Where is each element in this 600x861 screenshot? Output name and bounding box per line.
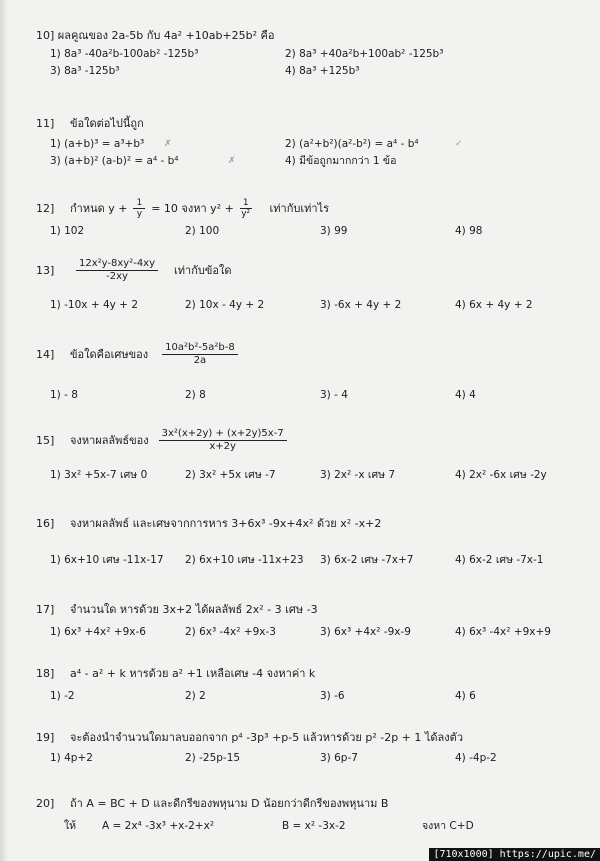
question-15 bbox=[36, 428, 586, 483]
question-number: 17] bbox=[36, 603, 55, 616]
cross-mark-icon: ✗ bbox=[228, 156, 236, 166]
question-number: 12] bbox=[36, 201, 55, 215]
option: 3) -6x + 4y + 2 bbox=[320, 299, 402, 311]
option: 2) 3x² +5x เศษ -7 bbox=[185, 469, 276, 481]
question-10 bbox=[36, 28, 586, 80]
question-13-options bbox=[50, 297, 586, 313]
option: 2) 2 bbox=[185, 690, 206, 702]
option: 4) 2x² -6x เศษ -2y bbox=[455, 469, 547, 481]
watermark: [710x1000] https://upic.me/ bbox=[429, 848, 600, 861]
option: 3) 8a³ -125b³ bbox=[50, 65, 120, 77]
question-17-options bbox=[50, 624, 586, 640]
question-19 bbox=[36, 730, 586, 766]
question-number: 18] bbox=[36, 667, 55, 680]
option: 3) 6p-7 bbox=[320, 752, 358, 764]
question-text: ข้อใดคือเศษของ bbox=[70, 347, 149, 361]
option: 1) -2 bbox=[50, 690, 75, 702]
option: 2) 8a³ +40a²b+100ab² -125b³ bbox=[285, 48, 444, 60]
question-14-options bbox=[50, 387, 586, 403]
question-text: เท่ากับเท่าไร bbox=[269, 201, 330, 215]
question-text: จงหาผลลัพธ์ของ bbox=[70, 433, 149, 447]
fraction: $\frac{\text{10a²b²-5a²b-8}}{2a}$ bbox=[162, 342, 238, 367]
question-number: 16] bbox=[36, 517, 55, 530]
option: 1) -10x + 4y + 2 bbox=[50, 299, 138, 311]
option: 4) 8a³ +125b³ bbox=[285, 65, 360, 77]
question-19-options bbox=[50, 750, 586, 766]
option: 3) 2x² -x เศษ 7 bbox=[320, 469, 396, 481]
question-number: 15] bbox=[36, 433, 55, 447]
fraction: $\frac{1}{\text{y²}}$ bbox=[241, 198, 251, 219]
given-a: A = 2x⁴ -3x³ +x-2+x² bbox=[102, 820, 215, 832]
option: 4) 6 bbox=[455, 690, 476, 702]
option: 2) 6x+10 เศษ -11x+23 bbox=[185, 554, 304, 566]
fraction: $\frac{1}{y}$ bbox=[133, 198, 145, 219]
option: 2) 100 bbox=[185, 225, 220, 237]
option: 2) 10x - 4y + 2 bbox=[185, 299, 265, 311]
question-14 bbox=[36, 342, 586, 403]
question-text: ให้ bbox=[64, 820, 77, 832]
option: 1) - 8 bbox=[50, 389, 78, 401]
question-text: ถ้า A = BC + D และดีกรีของพหุนาม D น้อยกว่าดีกรีของพหุนาม B bbox=[70, 797, 389, 810]
question-10-options bbox=[50, 46, 586, 80]
question-text: จงหาผลลัพธ์ และเศษจากการหาร 3+6x³ -9x+4x² ด้วย x² -x+2 bbox=[70, 517, 382, 530]
option: 4) 98 bbox=[455, 225, 483, 237]
question-15-options bbox=[50, 467, 586, 483]
option: 3) (a+b)² (a-b)² = a⁴ - b⁴ bbox=[50, 155, 179, 167]
option: 4) -4p-2 bbox=[455, 752, 497, 764]
option: 2) (a²+b²)(a²-b²) = a⁴ - b⁴ bbox=[285, 138, 419, 150]
option: 2) 8 bbox=[185, 389, 206, 401]
option: 1) (a+b)³ = a³+b³ bbox=[50, 138, 145, 150]
option: 1) 102 bbox=[50, 225, 85, 237]
option: 1) 4p+2 bbox=[50, 752, 93, 764]
option: 3) 99 bbox=[320, 225, 348, 237]
given-b: B = x² -3x-2 bbox=[282, 820, 346, 832]
fraction: $\frac{\text{3x²(x+2y) + (x+2y)5x-7}}{x+2y}$ bbox=[159, 428, 287, 453]
question-text: ข้อใดต่อไปนี้ถูก bbox=[70, 117, 144, 130]
question-10-text: 10] ผลคูณของ 2a-5b กับ 4a² +10ab+25b² คือ bbox=[36, 29, 275, 42]
option: 3) - 4 bbox=[320, 389, 348, 401]
question-text: จะต้องนำจำนวนใดมาลบออกจาก p⁴ -3p³ +p-5 แล้วหารด้วย p² -2p + 1 ได้ลงตัว bbox=[70, 731, 463, 744]
scan-fold-shadow bbox=[0, 0, 8, 861]
question-11-options bbox=[50, 136, 586, 170]
question-18-options bbox=[50, 688, 586, 704]
question-17 bbox=[36, 602, 586, 640]
question-text: a⁴ - a² + k หารด้วย a² +1 เหลือเศษ -4 จงหาค่า k bbox=[70, 667, 316, 680]
question-13 bbox=[36, 258, 586, 313]
option: 1) 3x² +5x-7 เศษ 0 bbox=[50, 469, 148, 481]
question-number: 20] bbox=[36, 797, 55, 810]
question-20 bbox=[36, 796, 586, 834]
option: 4) มีข้อถูกมากกว่า 1 ข้อ bbox=[285, 155, 397, 167]
question-number: 14] bbox=[36, 347, 55, 361]
fraction: $\frac{\text{12x²y-8xy²-4xy}}{-2xy}$ bbox=[76, 258, 158, 283]
question-18 bbox=[36, 666, 586, 704]
option: 4) 6x-2 เศษ -7x-1 bbox=[455, 554, 544, 566]
option: 1) 8a³ -40a²b-100ab² -125b³ bbox=[50, 48, 199, 60]
question-number: 11] bbox=[36, 117, 55, 130]
option: 2) -25p-15 bbox=[185, 752, 241, 764]
question-number: 19] bbox=[36, 731, 55, 744]
question-11 bbox=[36, 116, 586, 170]
option: 2) 6x³ -4x² +9x-3 bbox=[185, 626, 276, 638]
option: 4) 4 bbox=[455, 389, 476, 401]
option: 3) -6 bbox=[320, 690, 345, 702]
option: 4) 6x + 4y + 2 bbox=[455, 299, 533, 311]
question-text: กำหนด y + bbox=[70, 201, 128, 215]
question-12 bbox=[36, 198, 586, 239]
question-number: 13] bbox=[36, 263, 55, 277]
cross-mark-icon: ✗ bbox=[164, 139, 172, 149]
question-16 bbox=[36, 516, 586, 568]
option: 4) 6x³ -4x² +9x+9 bbox=[455, 626, 551, 638]
question-16-options bbox=[50, 552, 586, 568]
check-mark-icon: ✓ bbox=[455, 139, 463, 149]
option: 1) 6x+10 เศษ -11x-17 bbox=[50, 554, 164, 566]
find-text: จงหา C+D bbox=[422, 820, 474, 832]
option: 3) 6x-2 เศษ -7x+7 bbox=[320, 554, 414, 566]
question-text: จำนวนใด หารด้วย 3x+2 ได้ผลลัพธ์ 2x² - 3 เศษ -3 bbox=[70, 603, 318, 616]
question-text: = 10 จงหา y² + bbox=[151, 201, 234, 215]
question-text: เท่ากับข้อใด bbox=[174, 263, 232, 277]
option: 1) 6x³ +4x² +9x-6 bbox=[50, 626, 146, 638]
question-12-options bbox=[50, 223, 586, 239]
option: 3) 6x³ +4x² -9x-9 bbox=[320, 626, 411, 638]
